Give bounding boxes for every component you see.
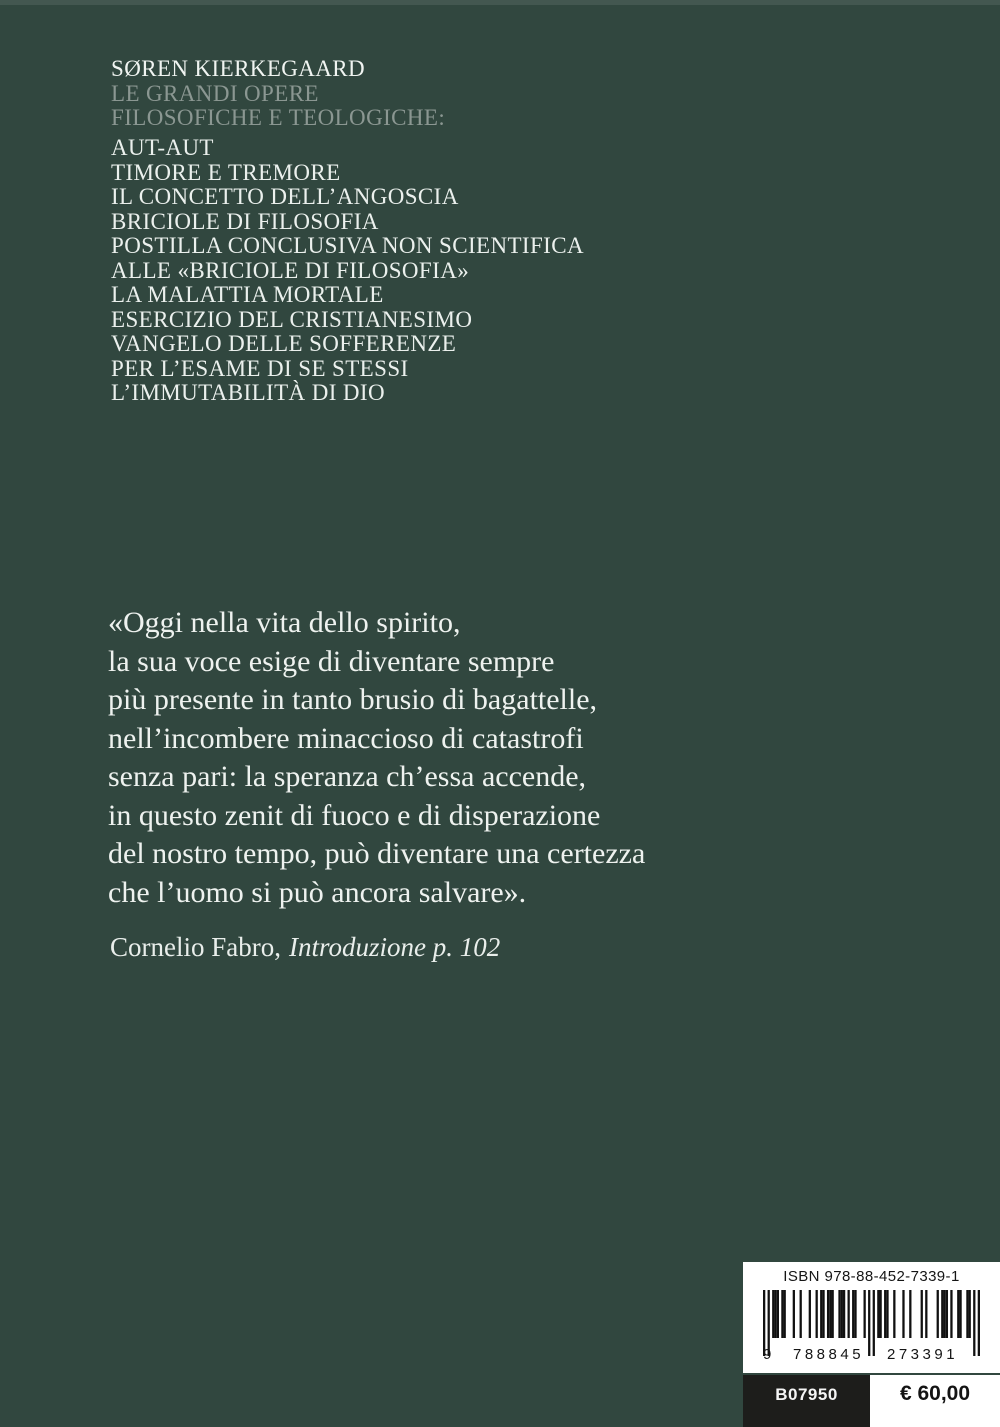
text-line: LA MALATTIA MORTALE: [111, 282, 384, 307]
barcode-digit-group: 788845: [793, 1346, 865, 1363]
text-line: più presente in tanto brusio di bagattelle,: [108, 683, 598, 716]
works-list: [111, 136, 584, 406]
text-line: POSTILLA CONCLUSIVA NON SCIENTIFICA: [111, 233, 584, 258]
text-line: LE GRANDI OPERE: [111, 80, 319, 106]
text-line: VANGELO DELLE SOFFERENZE: [111, 331, 457, 356]
text-line: FILOSOFICHE E TEOLOGICHE:: [111, 105, 446, 130]
text-line: AUT-AUT: [111, 135, 214, 160]
text-line: la sua voce esige di diventare sempre: [108, 644, 555, 678]
author-name: SØREN KIERKEGAARD: [111, 56, 366, 81]
text-line: nell’incombere minaccioso di catastrofi: [108, 721, 584, 755]
attribution-source: Introduzione p. 102: [288, 932, 501, 962]
series-subtitle: [111, 82, 445, 131]
quote-attribution: [110, 932, 500, 963]
text-line: L’IMMUTABILITÀ DI DIO: [111, 380, 386, 405]
text-line: ALLE «BRICIOLE DI FILOSOFIA»: [111, 257, 470, 283]
text-line: PER L’ESAME DI SE STESSI: [111, 355, 409, 381]
barcode-digit-group: 273391: [887, 1346, 959, 1363]
text-line: «Oggi nella vita dello spirito,: [108, 606, 461, 639]
text-line: TIMORE E TREMORE: [111, 159, 341, 185]
price-box: [870, 1375, 1000, 1427]
price: € 60,00: [899, 1382, 971, 1405]
author-block: [111, 57, 445, 131]
barcode-panel: [743, 1262, 1000, 1373]
back-cover-quote: [108, 604, 645, 912]
text-line: ESERCIZIO DEL CRISTIANESIMO: [111, 306, 473, 332]
text-line: senza pari: la speranza ch’essa accende,: [108, 760, 587, 793]
text-line: IL CONCETTO DELL’ANGOSCIA: [111, 184, 459, 209]
isbn-label: ISBN 978-88-452-7339-1: [783, 1268, 960, 1285]
attribution-name: Cornelio Fabro,: [110, 932, 281, 962]
barcode-digits: [763, 1346, 980, 1364]
cover-top-edge-highlight: [0, 0, 1000, 5]
text-line: BRICIOLE DI FILOSOFIA: [111, 208, 379, 234]
edition-code: B07950: [775, 1385, 838, 1404]
text-line: del nostro tempo, può diventare una certezza: [108, 837, 646, 870]
edition-code-box: [743, 1375, 870, 1427]
text-line: che l’uomo si può ancora salvare».: [108, 875, 527, 909]
barcode-digit-group: 9: [763, 1346, 775, 1363]
text-line: in questo zenit di fuoco e di disperazione: [108, 798, 601, 832]
